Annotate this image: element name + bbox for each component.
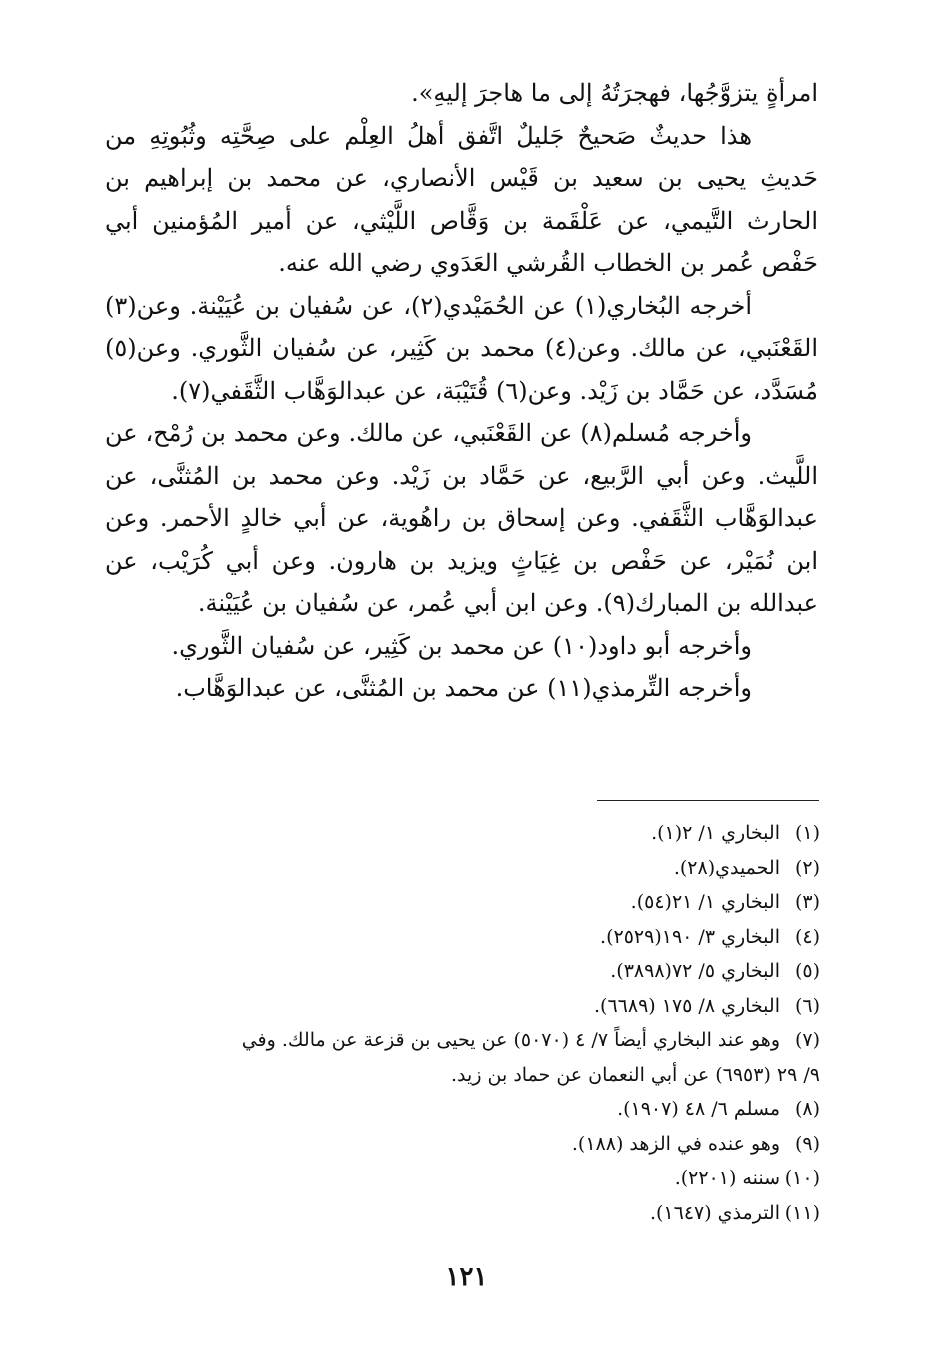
footnote-number: (٧) (794, 1029, 820, 1051)
footnote-7 (100, 1023, 820, 1058)
footnote-10 (100, 1161, 820, 1196)
footnote-text: وهو عنده في الزهد (١٨٨). (571, 1132, 780, 1155)
paragraph-4: وأخرجه مُسلم(٨) عن القَعْنَبي، عن مالك. وعن محمد بن رُمْح، عن اللَّيث. وعن أبي الرَّبيع، عن حَمَّاد بن زَيْد. وعن محمد بن المُثنَّى، عن عبدالوَهَّاب الثَّقَفي. وعن إسحاق بن راهُوية، عن أبي خالدٍ الأحمر. وعن ابن نُمَيْر، عن حَفْص بن غِيَاثٍ ويزيد بن هارون. وعن أبي كُرَيْب، عن عبدالله بن المبارك(٩). وعن ابن أبي عُمر، عن سُفيان بن عُيَيْنة. (105, 419, 818, 617)
footnotes (100, 816, 820, 1230)
footnote-2 (100, 851, 820, 886)
paragraph-1: امرأةٍ يتزوَّجُها، فهجرَتُهُ إلى ما هاجرَ إليهِ». (411, 79, 818, 107)
paragraph-3: أخرجه البُخاري(١) عن الحُمَيْدي(٢)، عن سُفيان بن عُيَيْنة. وعن(٣) القَعْنَبي، عن مالك. وعن(٤) محمد بن كَثِير، عن سُفيان الثَّوري. وعن(٥) مُسَدَّد، عن حَمَّاد بن زَيْد. وعن(٦) قُتَيْبَة، عن عبدالوَهَّاب الثَّقَفي(٧). (105, 291, 818, 405)
main-text (105, 72, 818, 710)
footnote-9 (100, 1127, 820, 1162)
footnote-separator (597, 800, 819, 801)
paragraph-2: هذا حديثٌ صَحيحٌ جَليلٌ اتَّفق أهلُ العِلْم على صِحَّتِه وثُبُوتِهِ من حَديثِ يحيى بن سعيد بن قَيْس الأنصاري، عن محمد بن إبراهيم بن الحارث التَّيمي، عن عَلْقَمة بن وَقَّاص اللَّيْثي، عن أمير المُؤمنين أبي حَفْص عُمر بن الخطاب القُرشي العَدَوي رضي الله عنه. (105, 121, 818, 277)
footnote-text: الحميدي(٢٨). (673, 856, 780, 879)
footnote-1 (100, 816, 820, 851)
page-number: ١٢١ (445, 1262, 488, 1292)
footnote-number: (٤) (794, 925, 820, 948)
footnote-4 (100, 920, 820, 955)
footnote-text: البخاري ٨/ ١٧٥ (٦٦٨٩). (594, 994, 780, 1017)
footnote-text: مسلم ٦/ ٤٨ (١٩٠٧). (617, 1098, 780, 1120)
footnote-text: الترمذي (١٦٤٧). (649, 1201, 780, 1224)
footnote-6 (100, 989, 820, 1024)
footnote-7-continuation: ٩/ ٢٩ (٦٩٥٣) عن أبي النعمان عن حماد بن زيد. (451, 1063, 820, 1086)
footnote-number: (٩) (794, 1132, 820, 1155)
footnote-number: (١٠) (784, 1167, 820, 1189)
footnote-text: وهو عند البخاري أيضاً ٧/ ٤ (٥٠٧٠) عن يحيى بن قزعة عن مالك. وفي (241, 1029, 780, 1051)
footnote-number: (٥) (794, 960, 820, 982)
footnote-number: (٨) (794, 1098, 820, 1120)
footnote-3 (100, 885, 820, 920)
footnote-text: البخاري ١/ ٢١(٥٤). (630, 891, 780, 913)
footnote-text: سننه (٢٢٠١). (674, 1167, 780, 1189)
footnote-text: البخاري ٣/ ١٩٠(٢٥٢٩). (600, 925, 780, 948)
footnote-text: البخاري ١/ ٢(١). (651, 822, 780, 844)
footnote-8 (100, 1092, 820, 1127)
footnote-number: (٣) (794, 891, 820, 913)
footnote-number: (٢) (794, 856, 820, 879)
footnote-number: (١١) (784, 1201, 820, 1224)
footnote-11 (100, 1196, 820, 1231)
footnote-number: (٦) (794, 994, 820, 1017)
footnote-5 (100, 954, 820, 989)
paragraph-5: وأخرجه أبو داود(١٠) عن محمد بن كَثِير، عن سُفيان الثَّوري. (171, 631, 752, 660)
footnote-text: البخاري ٥/ ٧٢(٣٨٩٨). (610, 960, 780, 982)
paragraph-6: وأخرجه التِّرمذي(١١) عن محمد بن المُثنَّى، عن عبدالوَهَّاب. (175, 674, 752, 702)
footnote-number: (١) (794, 822, 820, 844)
